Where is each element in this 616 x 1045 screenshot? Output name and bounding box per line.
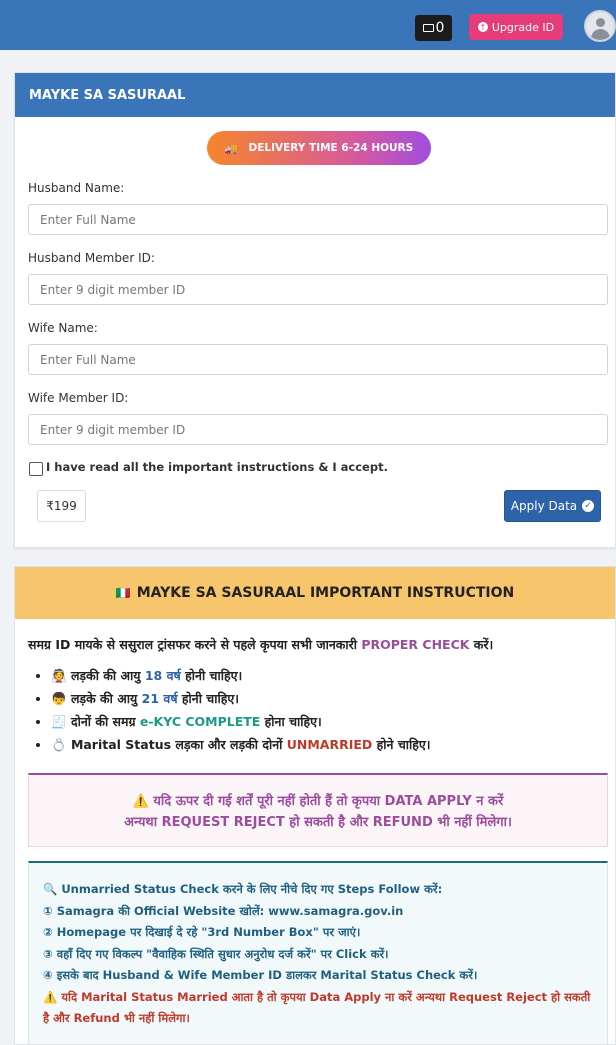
- delivery-time-badge: [207, 131, 431, 165]
- step-item: ④ इसके बाद Husband & Wife Member ID डालकर Marital Status Check करें।: [43, 968, 478, 982]
- wife-member-id-label: Wife Member ID:: [28, 391, 129, 405]
- step-item: ① Samagra की Official Website खोलें: www.samagra.gov.in: [43, 903, 404, 918]
- husband-member-id-input[interactable]: [28, 274, 608, 305]
- apply-data-label: Apply Data: [510, 499, 578, 513]
- wife-member-id-input[interactable]: [28, 414, 608, 445]
- instructions-title: MAYKE SA SASURAAL IMPORTANT INSTRUCTION: [136, 585, 515, 601]
- top-navbar: [0, 0, 616, 50]
- apply-data-button[interactable]: [504, 490, 601, 522]
- ring-icon: 💍: [51, 737, 67, 752]
- husband-member-id-label: Husband Member ID:: [28, 251, 155, 265]
- arrow-up-circle-icon: ↑: [479, 22, 487, 32]
- warning-line-2: अन्यथा REQUEST REJECT हो सकती है और REFUND भी नहीं मिलेगा।: [124, 815, 512, 830]
- warning-box: [28, 773, 608, 847]
- application-form-card: [14, 72, 616, 548]
- bride-icon: 👰: [51, 668, 67, 683]
- user-icon-body: [591, 29, 610, 41]
- list-item: [51, 667, 431, 690]
- receipt-icon: 🧾: [51, 714, 67, 729]
- step-item: ② Homepage पर दिखाई दे रहे "3rd Number Box" पर जाएं।: [43, 925, 361, 939]
- wife-name-label: Wife Name:: [28, 321, 98, 335]
- instructions-intro: [28, 636, 493, 653]
- price-badge: ₹199: [37, 490, 86, 522]
- status-check-steps: [28, 861, 608, 1045]
- rule-text: लड़की की आयु: [70, 668, 145, 683]
- rule-text: Marital Status लड़का और लड़की दोनों: [70, 737, 287, 752]
- rule-text: दोनों की समग्र: [70, 714, 140, 729]
- warning-line-1: ⚠️ यदि ऊपर दी गई शर्तें पूरी नहीं होती हैं तो कृपया DATA APPLY न करें: [132, 794, 504, 809]
- form-title: MAYKE SA SASURAAL: [15, 73, 615, 117]
- delivery-time-label: DELIVERY TIME 6-24 HOURS: [248, 142, 414, 154]
- rule-highlight: e-KYC COMPLETE: [139, 714, 261, 729]
- list-item: [51, 736, 431, 759]
- rule-highlight: 21 वर्ष: [141, 691, 178, 706]
- wallet-button[interactable]: [415, 15, 452, 41]
- rule-highlight: 18 वर्ष: [144, 668, 181, 683]
- rule-text-end: होने चाहिए।: [372, 737, 431, 752]
- user-avatar[interactable]: [584, 10, 616, 42]
- instructions-header: [15, 567, 615, 619]
- truck-icon: 🚚: [224, 141, 239, 155]
- husband-name-input[interactable]: [28, 204, 608, 235]
- accept-checkbox[interactable]: [29, 462, 43, 476]
- rule-text-end: होना चाहिए।: [260, 714, 322, 729]
- steps-warning: ⚠️ यदि Marital Status Married आता है तो कृपया Data Apply ना करें अन्यथा Request Reject हो सकती है और Refund भी नहीं मिलेगा।: [43, 989, 591, 1025]
- intro-text-end: करें।: [469, 637, 494, 652]
- upgrade-id-label: Upgrade ID: [491, 20, 555, 34]
- rule-text-end: होनी चाहिए।: [177, 691, 240, 706]
- rule-text: लड़के की आयु: [70, 691, 142, 706]
- check-circle-icon: ✓: [582, 500, 594, 512]
- husband-name-label: Husband Name:: [28, 181, 125, 195]
- wallet-count: 0: [435, 20, 445, 36]
- accept-label: I have read all the important instructions & I accept.: [46, 460, 388, 474]
- upgrade-id-button[interactable]: [469, 14, 563, 40]
- flag-icon: 🇮🇹: [115, 586, 131, 600]
- list-item: [51, 713, 431, 736]
- rule-text-end: होनी चाहिए।: [180, 668, 243, 683]
- step-item: ③ वहाँ दिए गए विकल्प "वैवाहिक स्थिति सुधार अनुरोध दर्ज करें" पर Click करें।: [43, 946, 389, 961]
- user-icon-head: [596, 18, 605, 27]
- intro-text: समग्र ID मायके से ससुराल ट्रांसफर करने से पहले कृपया सभी जानकारी: [28, 637, 362, 652]
- eligibility-rules-list: [51, 667, 431, 759]
- wife-name-input[interactable]: [28, 344, 608, 375]
- rule-highlight: UNMARRIED: [286, 737, 373, 752]
- list-item: [51, 690, 431, 713]
- steps-title: 🔍 Unmarried Status Check करने के लिए नीचे दिए गए Steps Follow करें:: [43, 882, 443, 896]
- wallet-icon: [423, 24, 434, 32]
- boy-icon: 👦: [51, 691, 67, 706]
- intro-highlight: PROPER CHECK: [361, 637, 470, 652]
- instructions-card: [14, 566, 616, 1045]
